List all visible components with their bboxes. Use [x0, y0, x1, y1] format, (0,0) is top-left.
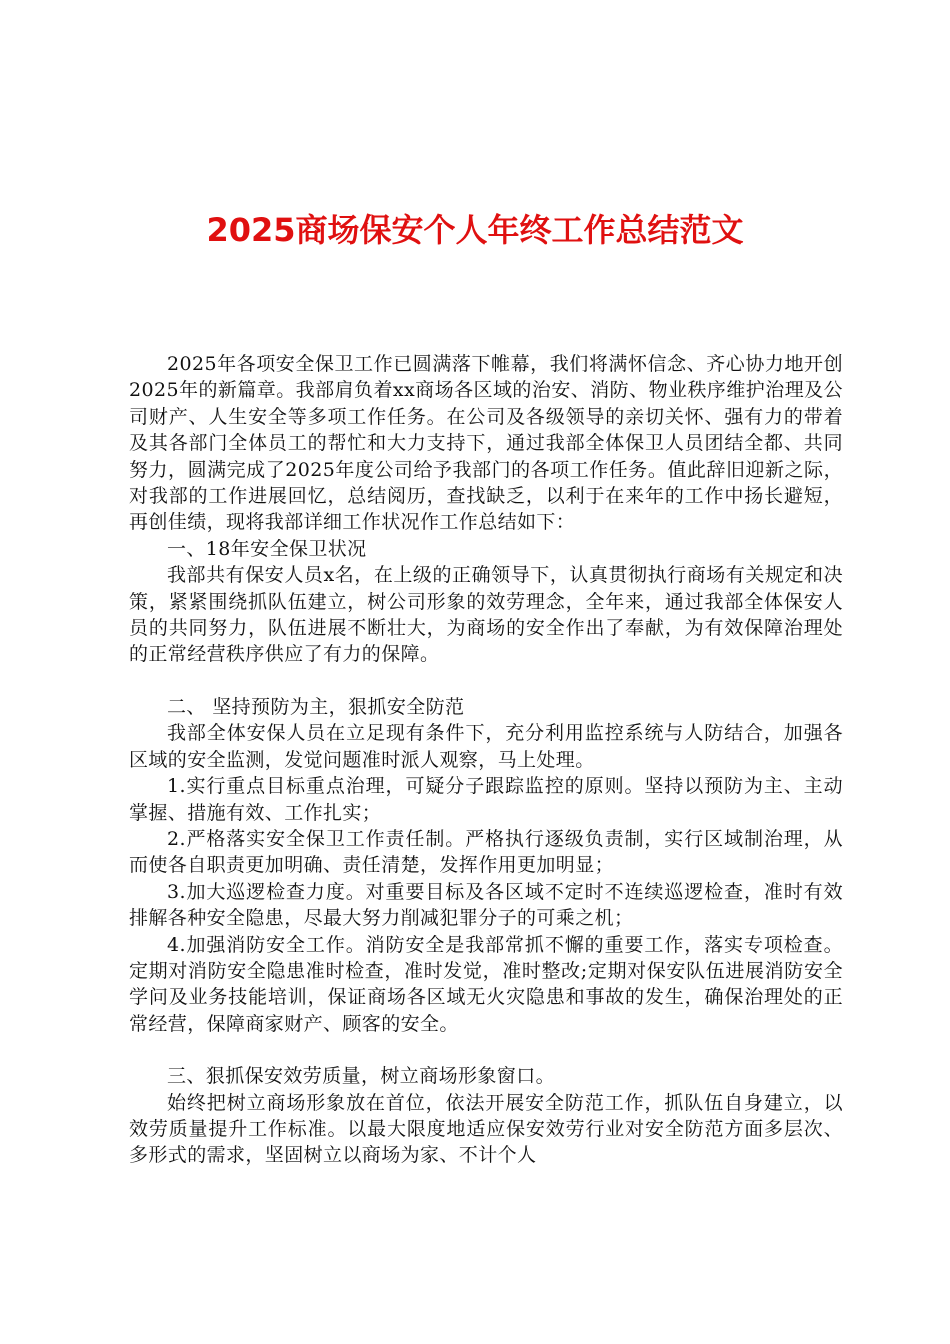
section-heading-3: 三、狠抓保安效劳质量，树立商场形象窗口。 — [167, 1065, 556, 1088]
document-body — [129, 351, 843, 1169]
section-heading-1: 一、18年安全保卫状况 — [167, 537, 367, 560]
section-2-item-3: 3.加大巡逻检查力度。对重要目标及各区域不定时不连续巡逻检查，准时有效排解各种安全隐患，尽最大努力削减犯罪分子的可乘之机； — [129, 880, 843, 930]
section-1-paragraph: 我部共有保安人员x名，在上级的正确领导下，认真贯彻执行商场有关规定和决策，紧紧围绕抓队伍建立，树公司形象的效劳理念，全年来，通过我部全体保安人员的共同努力，队伍进展不断壮大，为商场的安全作出了奉献，为有效保障治理处的正常经营秩序供应了有力的保障。 — [129, 564, 843, 666]
section-heading-2: 二、 坚持预防为主，狠抓安全防范 — [167, 695, 465, 718]
document-title: 2025商场保安个人年终工作总结范文 — [206, 211, 744, 249]
section-2-item-4: 4.加强消防安全工作。消防安全是我部常抓不懈的重要工作，落实专项检查。定期对消防安全隐患准时检查，准时发觉，准时整改;定期对保安队伍进展消防安全学问及业务技能培训，保证商场各区域无火灾隐患和事故的发生，确保治理处的正常经营，保障商家财产、顾客的安全。 — [129, 933, 843, 1035]
intro-paragraph: 2025年各项安全保卫工作已圆满落下帷幕，我们将满怀信念、齐心协力地开创2025年的新篇章。我部肩负着xx商场各区域的治安、消防、物业秩序维护治理及公司财产、人生安全等多项工作任务。在公司及各级领导的亲切关怀、强有力的带着及其各部门全体员工的帮忙和大力支持下，通过我部全体保卫人员团结全都、共同努力，圆满完成了2025年度公司给予我部门的各项工作任务。值此辞旧迎新之际，对我部的工作进展回忆，总结阅历，查找缺乏，以利于在来年的工作中扬长避短，再创佳绩，现将我部详细工作状况作工作总结如下： — [129, 353, 843, 534]
section-2-paragraph: 我部全体安保人员在立足现有条件下，充分利用监控系统与人防结合，加强各区域的安全监测，发觉问题准时派人观察，马上处理。 — [129, 722, 843, 771]
section-2-item-1: 1.实行重点目标重点治理，可疑分子跟踪监控的原则。坚持以预防为主、主动掌握、措施有效、工作扎实； — [129, 775, 843, 824]
section-2-item-2: 2.严格落实安全保卫工作责任制。严格执行逐级负责制，实行区域制治理，从而使各自职责更加明确、责任清楚，发挥作用更加明显； — [129, 827, 843, 877]
section-3-paragraph: 始终把树立商场形象放在首位，依法开展安全防范工作，抓队伍自身建立，以效劳质量提升工作标准。以最大限度地适应保安效劳行业对安全防范方面多层次、多形式的需求，坚固树立以商场为家、不计个人 — [129, 1091, 843, 1167]
